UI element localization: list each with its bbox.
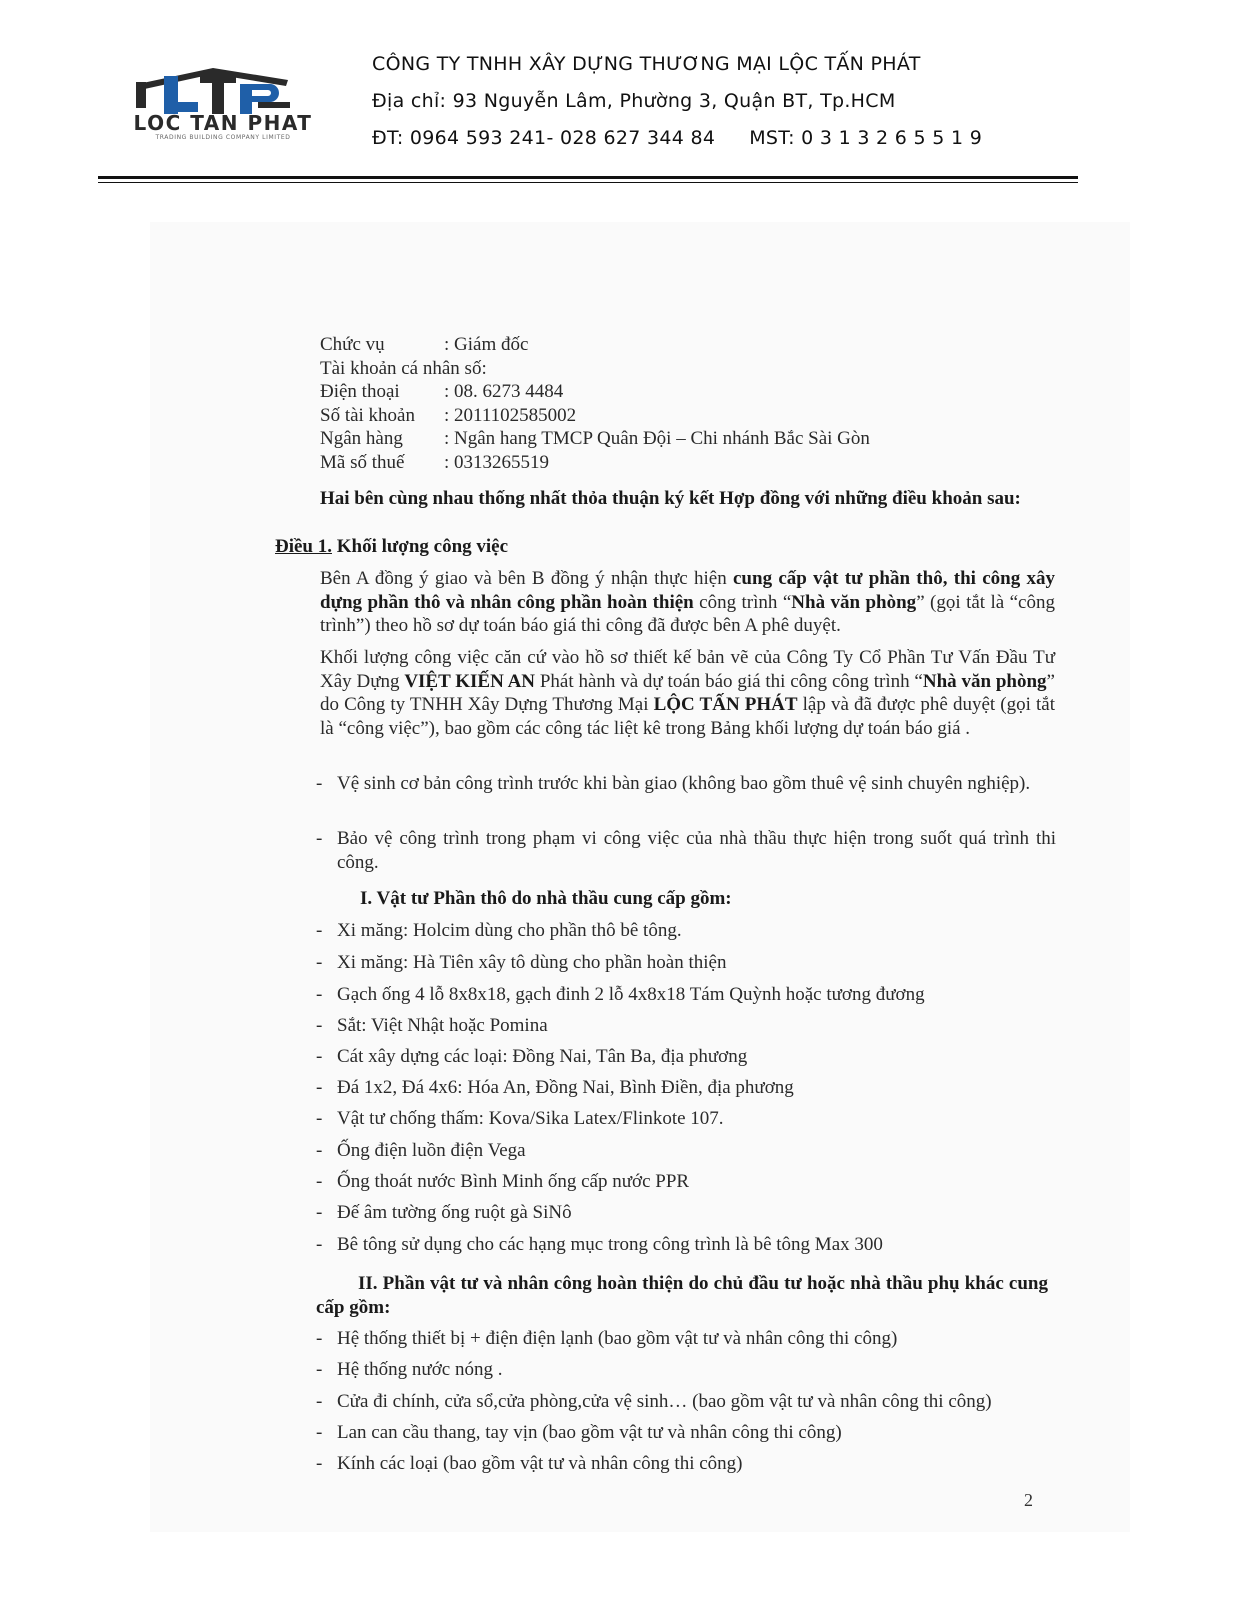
logo-subtext: TRADING BUILDING COMPANY LIMITED [155,134,291,141]
list-item: - Ống thoát nước Bình Minh ống cấp nước PPR [316,1171,690,1192]
company-logo [108,62,338,142]
list-item: - Gạch ống 4 lỗ 8x8x18, gạch đinh 2 lỗ 4x8x18 Tám Quỳnh hoặc tương đương [316,984,925,1005]
list-item: - Bảo vệ công trình trong phạm vi công việc của nhà thầu thực hiện trong suốt quá trình thi công. [316,828,1056,873]
letterhead [0,0,1236,190]
list-item: - Cát xây dựng các loại: Đồng Nai, Tân Ba, địa phương [316,1046,748,1067]
list-item: - Cửa đi chính, cửa sổ,cửa phòng,cửa vệ sinh… (bao gồm vật tư và nhân công thi công) [316,1391,992,1412]
party-info [320,333,870,474]
company-info [372,50,982,161]
article-1-title: Điều 1. Khối lượng công việc [275,536,509,557]
info-row: Điện thoại : 08. 6273 4484 [320,381,564,402]
header-rule-thick [98,176,1078,179]
agreement-statement: Hai bên cùng nhau thống nhất thỏa thuận ký kết Hợp đồng với những điều khoản sau: [320,488,1021,509]
section-1-heading: I. Vật tư Phần thô do nhà thầu cung cấp gồm: [360,888,732,909]
company-tax-id: MST: 0 3 1 3 2 6 5 5 1 9 [749,127,983,149]
info-row: Chức vụ : Giám đốc [320,334,529,355]
list-item: - Sắt: Việt Nhật hoặc Pomina [316,1015,548,1036]
company-name: CÔNG TY TNHH XÂY DỰNG THƯƠNG MẠI LỘC TẤN PHÁT [372,53,921,75]
article-1-paragraph-1: Bên A đồng ý giao và bên B đồng ý nhận thực hiện cung cấp vật tư phần thô, thi công xây dựng phần thô và nhân công phần hoàn thiện công trình “Nhà văn phòng” (gọi tắt là “công trình”) theo hồ sơ dự toán báo giá thi công đã được bên A phê duyệt. [320,568,1056,636]
company-address: Địa chỉ: 93 Nguyễn Lâm, Phường 3, Quận BT, Tp.HCM [372,90,896,112]
page-number: 2 [1024,1490,1033,1510]
list-item: - Đá 1x2, Đá 4x6: Hóa An, Đồng Nai, Bình Điền, địa phương [316,1077,794,1098]
info-row: Ngân hàng : Ngân hang TMCP Quân Đội – Chi nhánh Bắc Sài Gòn [320,428,870,449]
list-item: - Hệ thống nước nóng . [316,1359,503,1380]
list-item: - Ống điện luồn điện Vega [316,1140,526,1161]
info-row: Mã số thuế : 0313265519 [320,451,550,473]
company-phone: ĐT: 0964 593 241- 028 627 344 84 [372,127,716,149]
info-row: Số tài khoản : 2011102585002 [320,404,577,426]
article-1-paragraph-2: Khối lượng công việc căn cứ vào hồ sơ thiết kế bản vẽ của Công Ty Cổ Phần Tư Vấn Đầu Tư Xây Dựng VIỆT KIẾN AN Phát hành và dự toán báo giá thi công công trình “Nhà văn phòng” do Công ty TNHH Xây Dựng Thương Mại LỘC TẤN PHÁT lập và đã được phê duyệt (gọi tắt là “công việc”), bao gồm các công tác liệt kê trong Bảng khối lượng dự toán báo giá . [320,647,1055,739]
logo-text: LOC TAN PHAT [133,111,313,135]
list-item: - Lan can cầu thang, tay vịn (bao gồm vật tư và nhân công thi công) [316,1422,842,1443]
list-item: - Xi măng: Holcim dùng cho phần thô bê tông. [316,920,682,941]
list-item: - Xi măng: Hà Tiên xây tô dùng cho phần hoàn thiện [316,952,727,973]
header-rule-thin [98,182,1078,183]
list-item: - Bê tông sử dụng cho các hạng mục trong công trình là bê tông Max 300 [316,1234,883,1255]
list-item: - Vệ sinh cơ bản công trình trước khi bàn giao (không bao gồm thuê vệ sinh chuyên nghiệp). [316,773,1031,794]
list-item: - Đế âm tường ống ruột gà SiNô [316,1202,572,1223]
info-row: Tài khoản cá nhân số: [320,357,487,379]
section-2-heading: II. Phần vật tư và nhân công hoàn thiện do chủ đầu tư hoặc nhà thầu phụ khác cung cấp gồm: [316,1273,1048,1318]
list-item: - Vật tư chống thấm: Kova/Sika Latex/Flinkote 107. [316,1108,724,1129]
list-item: - Kính các loại (bao gồm vật tư và nhân công thi công) [316,1453,743,1474]
list-item: - Hệ thống thiết bị + điện điện lạnh (bao gồm vật tư và nhân công thi công) [316,1328,898,1349]
